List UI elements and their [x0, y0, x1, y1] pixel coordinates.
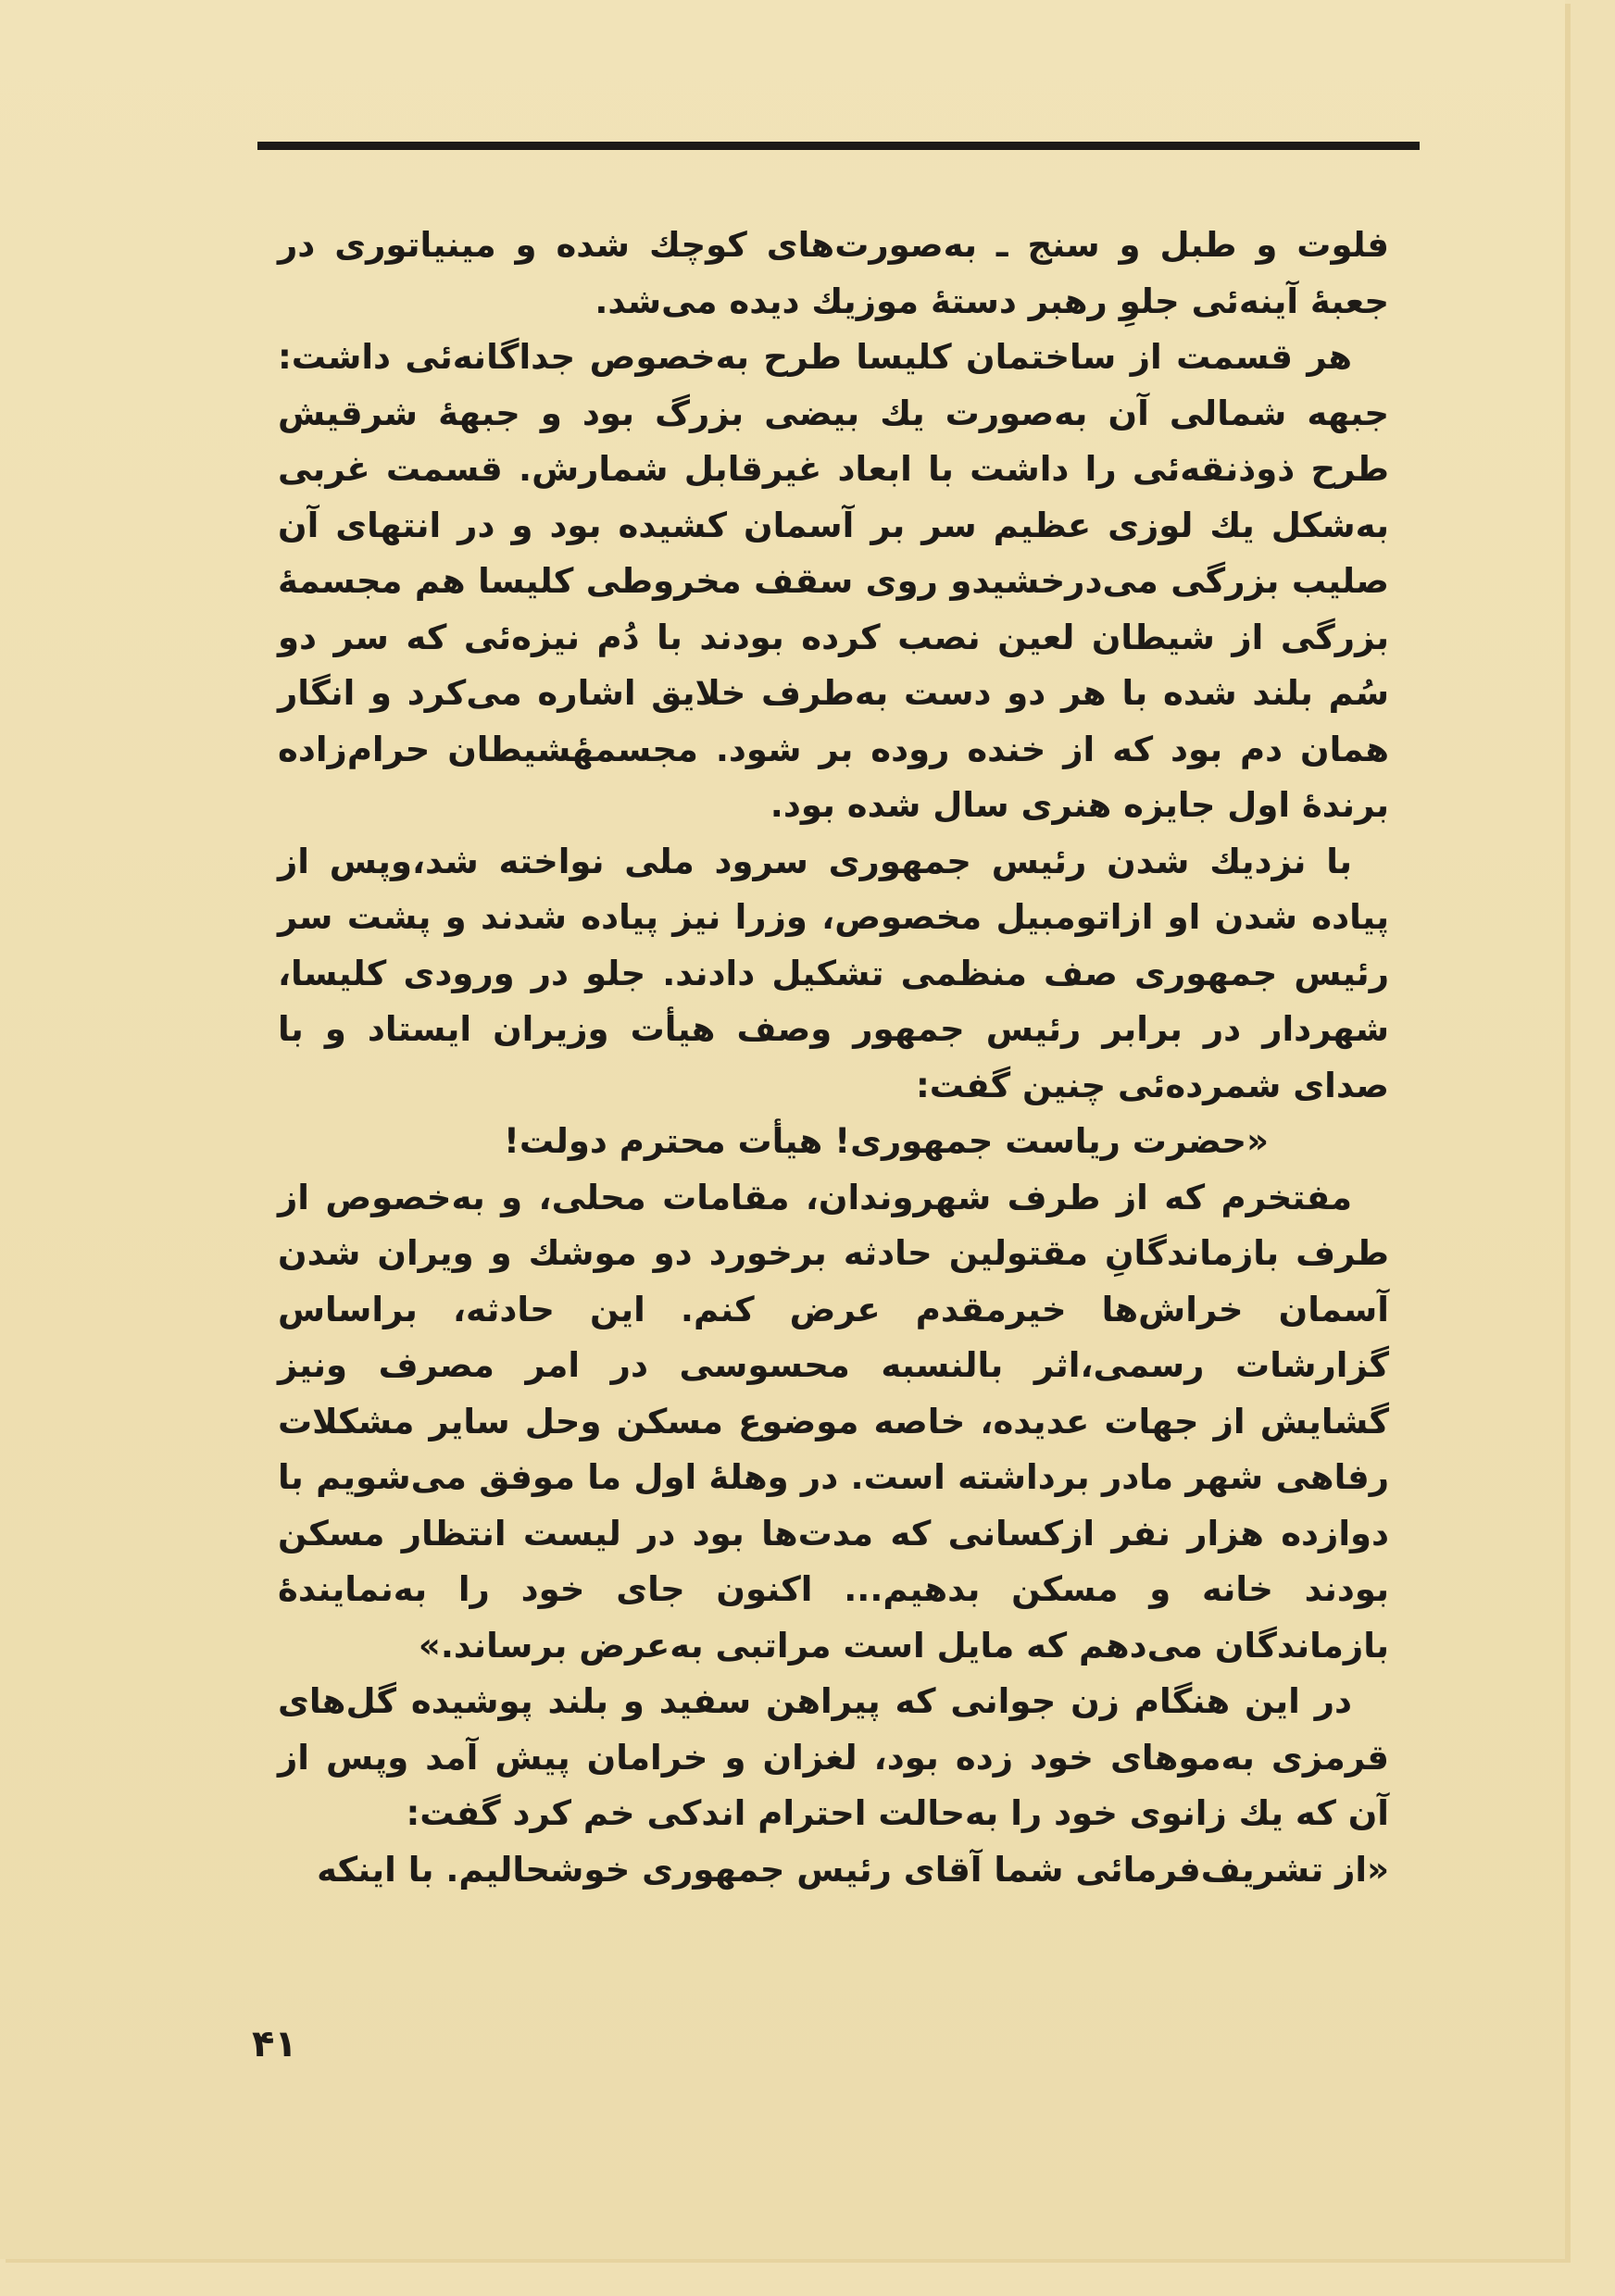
paragraph-3: با نزدیك شدن رئیس جمهوری سرود ملی نواخته شد،وپس از پیاده شدن او ازاتومبیل مخصوص، وزرا نیز پیاده شدند و پشت سر رئیس جمهوری صف منظمی تشکیل دادند. جلو در ورودی کلیسا، شهردار در برابر رئیس جمهور وصف هیأت وزیران ایستاد و با صدای شمرده‌ئی چنین گفت: [278, 841, 1389, 1105]
header-rule [257, 142, 1420, 150]
paragraph-5-speech: مفتخرم که از طرف شهروندان، مقامات محلی، و به‌خصوص از طرف بازماندگانِ مقتولین حادثه برخورد دو موشك و ویران شدن آسمان خراش‌ها خیرمقدم عرض کنم. این حادثه، براساس گزارشات رسمی،اثر بالنسبه محسوسی در امر مصرف ونیز گشایش از جهات عدیده، خاصه موضوع مسکن وحل سایر مشکلات رفاهی شهر مادر برداشته است. در وهلهٔ اول ما موفق می‌شویم با دوازده هزار نفر ازکسانی که مدت‌ها بود در لیست انتظار مسکن بودند خانه و مسکن بدهیم... اکنون جای خود را به‌نمایندهٔ بازماندگان می‌دهم که مایل است مراتبی به‌عرض برساند.» [278, 1177, 1389, 1666]
paragraph-2: هر قسمت از ساختمان کلیسا طرح به‌خصوص جداگانه‌ئی داشت: جبهه شمالی آن به‌صورت یك بیضی بزرگ بود و جبههٔ شرقیش طرح ذوذنقه‌ئی را داشت با ابعاد غیرقابل شمارش. قسمت غربی به‌شکل یك لوزی عظیم سر بر آسمان کشیده بود و در انتهای آن صلیب بزرگی می‌درخشیدو روی سقف مخروطی کلیسا هم مجسمهٔ بزرگی از شیطان لعین نصب کرده بودند با دُم نیزه‌ئی که سر دو سُم بلند شده با هر دو دست به‌طرف خلایق اشاره می‌کرد و انگار همان دم بود که از خنده روده بر شود. مجسمهٔشیطان حرام‌زاده برندهٔ اول جایزه هنری سال شده بود. [278, 337, 1389, 825]
paragraph-6: در این هنگام زن جوانی که پیراهن سفید و بلند پوشیده گل‌های قرمزی به‌موهای خود زده بود، لغزان و خرامان پیش آمد وپس از آن که یك زانوی خود را به‌حالت احترام اندکی خم کرد گفت: [278, 1681, 1389, 1833]
body-text [278, 218, 1389, 1898]
paragraph-4-salutation: «حضرت ریاست جمهوری! هیأت محترم دولت! [503, 1121, 1269, 1161]
paragraph-1: فلوت و طبل و سنج ـ به‌صورت‌های کوچك شده و مینیاتوری در جعبهٔ آینه‌ئی جلوِ رهبر دستهٔ موزیك دیده می‌شد. [278, 225, 1389, 321]
page-number: ۴۱ [252, 2023, 297, 2065]
paragraph-7: «از تشریف‌فرمائی شما آقای رئیس جمهوری خوشحالیم. با اینکه [317, 1849, 1389, 1890]
